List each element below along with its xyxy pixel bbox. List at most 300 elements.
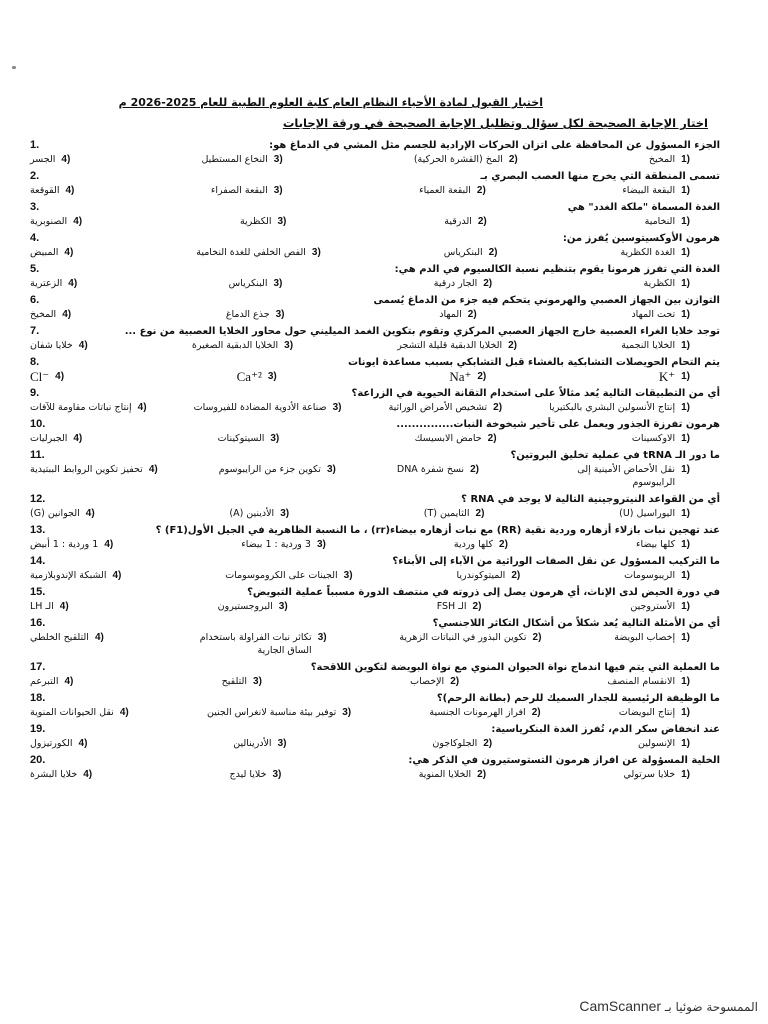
option-text: إخصاب البويضة	[614, 632, 676, 643]
question-text: هرمون الأوكسيتوسين يُفرز من:	[562, 233, 720, 244]
answer-option-3	[194, 401, 342, 414]
option-text: 1 وردية : 1 أبيض	[30, 539, 99, 550]
answer-options	[30, 215, 720, 228]
answer-option-4	[30, 432, 82, 445]
answer-option-4	[30, 184, 74, 197]
option-number: 1)	[681, 309, 690, 320]
question-text: الجزء المسؤول عن المحافظة على اتزان الحركات الإرادية للجسم مثل المشي في الدماغ هو:	[269, 140, 720, 151]
answer-options	[30, 308, 720, 321]
option-text: البقعة البيضاء	[622, 185, 676, 196]
answer-option-2	[414, 153, 518, 166]
option-text: تحت المهاد	[631, 309, 676, 320]
option-number: 4)	[94, 632, 104, 643]
question-text: الخلية المسؤولة عن افراز هرمون التستوستيرون في الذكر هي:	[408, 755, 720, 766]
question-number: 8.	[30, 356, 40, 368]
question-number: 10.	[30, 418, 46, 430]
question-item	[30, 585, 720, 613]
answer-option-3	[233, 737, 286, 750]
answer-option-1	[549, 401, 690, 414]
option-text: الاوكسينات	[631, 433, 676, 444]
answer-option-3	[211, 184, 283, 197]
answer-option-3	[222, 675, 262, 688]
question-number: 16.	[30, 617, 46, 629]
option-number: 1)	[681, 185, 690, 196]
question-stem	[30, 324, 720, 339]
option-text: تكوين جزء من الرايبوسوم	[218, 464, 321, 475]
option-text: القوقعة	[30, 185, 60, 196]
option-text: الخلايا الدبقية قليلة التشجر	[397, 340, 503, 351]
option-text: البنكرياس	[443, 247, 483, 258]
answer-options	[30, 538, 720, 551]
option-text: الجسر	[30, 154, 56, 165]
option-text: إنتاج البويضات	[618, 707, 676, 718]
option-number: 2)	[532, 632, 542, 643]
option-number: 2)	[487, 433, 497, 444]
option-number: 1)	[681, 433, 690, 444]
answer-options	[30, 370, 720, 383]
option-text: النخاع المستطيل	[201, 154, 268, 165]
option-number: 1)	[681, 402, 690, 413]
option-number: 1)	[681, 601, 690, 612]
option-text: خلايا البشرة	[30, 769, 78, 780]
answer-option-1	[614, 631, 690, 657]
answer-option-4	[30, 339, 88, 352]
question-text: في دورة الحيض لدى الإناث، أي هرمون يصل إلى ذروته في منتصف الدورة مسبباً عملية التبويض؟	[247, 587, 720, 598]
option-number: 3)	[284, 340, 294, 351]
option-number: 4)	[85, 508, 95, 519]
option-text: الانقسام المنصف	[607, 676, 676, 687]
option-number: 2)	[499, 539, 508, 550]
question-number: 2.	[30, 170, 40, 182]
question-stem	[30, 492, 720, 507]
question-number: 11.	[30, 449, 45, 461]
question-stem	[30, 169, 720, 184]
option-number: 3)	[342, 707, 352, 718]
option-text: افراز الهرمونات الجنسية	[429, 707, 526, 718]
answer-option-3	[229, 277, 283, 290]
option-text: خلايا سرتولي	[623, 769, 676, 780]
question-number: 17.	[30, 661, 46, 673]
question-number: 13.	[30, 524, 46, 536]
option-number: 3)	[280, 508, 290, 519]
question-text: ما العملية التي يتم فيها اندماج نواة الحيوان المنوي مع نواة البويضة لتكوين اللاقحة؟	[310, 662, 720, 673]
option-text: نقل الأحماض الأمينية إلى الرايبوسوم	[577, 464, 676, 488]
question-stem	[30, 262, 720, 277]
question-number: 6.	[30, 294, 40, 306]
option-text: الإنسولين	[638, 738, 676, 749]
option-text: السيتوكينات	[217, 433, 265, 444]
option-text: الـ LH	[30, 601, 54, 612]
answer-option-2	[415, 432, 497, 445]
option-number: 3)	[278, 601, 288, 612]
option-number: 1)	[681, 464, 690, 475]
answer-option-2	[410, 675, 459, 688]
answer-option-1	[607, 675, 690, 688]
question-text: أي من التطبيقات التالية يُعد مثالاً على استخدام التقانة الحيوية في الزراعة؟	[351, 388, 720, 399]
option-number: 2)	[470, 464, 479, 475]
question-item	[30, 200, 720, 228]
option-number: 4)	[64, 247, 74, 258]
answer-options	[30, 631, 720, 657]
option-number: 3)	[253, 676, 262, 687]
option-number: 4)	[73, 433, 83, 444]
answer-options	[30, 569, 720, 582]
answer-option-4	[30, 153, 70, 166]
option-number: 2)	[508, 154, 518, 165]
answer-option-2	[399, 631, 541, 657]
question-stem	[30, 554, 720, 569]
option-text: تشخيص الأمراض الوراثية	[388, 402, 488, 413]
option-number: 3)	[311, 247, 321, 258]
option-text: المهاد	[439, 309, 462, 320]
answer-options	[30, 737, 720, 750]
answer-option-1	[631, 308, 690, 321]
option-text: تكوين البذور في النباتات الزهرية	[399, 632, 527, 643]
option-number: 2)	[508, 340, 518, 351]
answer-option-2	[454, 538, 508, 551]
answer-option-2	[397, 463, 479, 489]
answer-option-3	[225, 569, 352, 582]
option-number: 2)	[531, 707, 541, 718]
answer-option-4	[30, 308, 71, 321]
question-stem	[30, 660, 720, 675]
answer-option-3	[241, 538, 326, 551]
option-number: 2)	[450, 676, 460, 687]
option-text: نقل الحيوانات المنوية	[30, 707, 114, 718]
option-number: 4)	[112, 570, 122, 581]
answer-option-3	[237, 370, 277, 383]
answer-option-1	[624, 569, 690, 582]
answer-option-1	[619, 706, 690, 719]
option-text: كلها وردية	[453, 539, 494, 550]
question-item	[30, 417, 720, 445]
option-text: الغدة الكظرية	[620, 247, 676, 258]
option-text: الجلوكاجون	[432, 738, 478, 749]
option-text: الـ FSH	[436, 601, 467, 612]
option-text: التلقيح الخلطي	[30, 632, 89, 643]
answer-options	[30, 277, 720, 290]
answer-option-4	[30, 463, 158, 489]
question-item	[30, 523, 720, 551]
question-stem	[30, 448, 720, 463]
option-text: إنتاج الأنسولين البشري بالبكتيريا	[549, 402, 676, 413]
question-number: 4.	[30, 232, 40, 244]
answer-option-2	[424, 507, 485, 520]
answer-option-3	[218, 600, 288, 613]
option-text: التبرعم	[30, 676, 59, 687]
question-stem	[30, 138, 720, 153]
option-text: الأدرينالين	[233, 738, 272, 749]
option-text: اليوراسيل (U)	[619, 508, 676, 519]
answer-option-2	[397, 339, 517, 352]
option-text: الكظرية	[239, 216, 272, 227]
option-text: Ca⁺²	[236, 369, 262, 384]
option-number: 4)	[62, 309, 72, 320]
question-item	[30, 691, 720, 719]
option-text: البروجستيرون	[217, 601, 273, 612]
question-item	[30, 231, 720, 259]
answer-options	[30, 432, 720, 445]
option-text: الإخصاب	[410, 676, 445, 687]
answer-option-3	[177, 631, 327, 657]
option-text: الجينات على الكروموسومات	[225, 570, 338, 581]
question-text: ما دور الـ tRNA في عملية تخليق البروتين؟	[510, 450, 720, 461]
question-text: أي من القواعد النيتروجينية التالية لا يوجد في RNA ؟	[461, 494, 720, 505]
option-number: 2)	[511, 570, 521, 581]
option-number: 2)	[483, 278, 493, 289]
question-text: أي من الأمثلة التالية يُعد شكلاً من أشكال التكاثر اللاجنسي؟	[432, 618, 720, 629]
question-text: الغدة التي تفرز هرمونا يقوم بتنظيم نسبة الكالسيوم في الدم هي:	[394, 264, 720, 275]
option-text: جذع الدماغ	[225, 309, 270, 320]
option-number: 4)	[83, 769, 93, 780]
option-number: 1)	[681, 632, 690, 643]
question-text: عند تهجين نبات بازلاء أزهاره وردية نقية (RR) مع نبات أزهاره بيضاء(rr) ، ما النسبة الظاهرية في الجيل الأول(F1) ؟	[155, 525, 720, 536]
option-text: صناعة الأدوية المضادة للفيروسات	[193, 402, 327, 413]
answer-option-1	[636, 538, 690, 551]
answer-option-4	[30, 768, 92, 781]
option-number: 3)	[326, 464, 336, 475]
option-text: نسخ شفرة DNA	[396, 464, 465, 475]
question-stem	[30, 200, 720, 215]
option-number: 2)	[493, 402, 503, 413]
option-text: المبيض	[30, 247, 59, 258]
option-text: الميتوكوندريا	[456, 570, 506, 581]
answer-option-3	[226, 308, 285, 321]
question-text: ما الوظيفة الرئيسية للجدار السميك للرحم (بطانة الرحم)؟	[436, 693, 720, 704]
question-stem	[30, 691, 720, 706]
answer-option-4	[30, 370, 64, 383]
option-text: الريبوسومات	[624, 570, 676, 581]
answer-option-3	[218, 432, 280, 445]
answer-options	[30, 463, 720, 489]
answer-options	[30, 706, 720, 719]
option-number: 1)	[681, 738, 690, 749]
answer-options	[30, 768, 720, 781]
question-text: هرمون تفرزة الجذور ويعمل على تأخير شيخوخة النبات...............	[396, 419, 720, 430]
option-text: الصنوبرية	[30, 216, 68, 227]
answer-option-1	[620, 246, 690, 259]
option-text: حامض الابسيسك	[414, 433, 482, 444]
option-number: 2)	[477, 371, 487, 382]
question-item	[30, 293, 720, 321]
option-number: 1)	[681, 570, 690, 581]
option-text: إنتاج نباتات مقاومة للآفات	[30, 402, 132, 413]
option-text: خلايا شفان	[30, 340, 73, 351]
answer-option-2	[456, 569, 520, 582]
answer-options	[30, 153, 720, 166]
answer-options	[30, 401, 720, 414]
question-number: 7.	[30, 325, 40, 337]
answer-option-2	[389, 401, 503, 414]
question-number: 5.	[30, 263, 40, 275]
question-stem	[30, 722, 720, 737]
watermark-brand: CamScanner	[579, 998, 662, 1014]
question-item	[30, 616, 720, 657]
option-number: 4)	[104, 539, 114, 550]
option-text: الثايمين (T)	[423, 508, 470, 519]
option-text: الجبرليات	[30, 433, 68, 444]
option-number: 3)	[332, 402, 342, 413]
answer-option-4	[30, 569, 121, 582]
option-number: 1)	[681, 278, 690, 289]
option-number: 3)	[275, 309, 285, 320]
question-text: ما التركيب المسؤول عن نقل الصفات الوراثية من الآباء إلى الأبناء؟	[392, 556, 720, 567]
page-title: اختبار القبول لمادة الأحياء النظام العام كلية العلوم الطبية للعام 2025-2026 م	[118, 96, 543, 109]
answer-option-4	[30, 215, 82, 228]
option-number: 1)	[681, 769, 690, 780]
answer-option-3	[240, 215, 286, 228]
answer-option-1	[659, 370, 690, 383]
question-text: يتم التحام الحويصلات التشابكية بالغشاء قبل التشابكي بسبب مساعدة ايونات	[347, 357, 720, 368]
answer-option-2	[449, 370, 486, 383]
option-number: 2)	[467, 309, 477, 320]
answer-option-3	[201, 153, 282, 166]
option-text: الخلايا المنوية	[418, 769, 472, 780]
answer-options	[30, 246, 720, 259]
answer-option-1	[621, 339, 690, 352]
question-text: تسمى المنطقة التي يخرج منها العصب البصري بـ	[480, 171, 720, 182]
answer-option-3	[196, 246, 321, 259]
option-text: الزعترية	[30, 278, 63, 289]
answer-option-4	[30, 600, 69, 613]
option-number: 1)	[681, 216, 690, 227]
question-stem	[30, 585, 720, 600]
question-stem	[30, 386, 720, 401]
option-text: تكاثر نبات الفراولة باستخدام الساق الجارية	[199, 632, 312, 656]
option-number: 2)	[477, 216, 487, 227]
option-text: الدرقية	[444, 216, 472, 227]
option-number: 3)	[272, 769, 282, 780]
answer-option-1	[540, 463, 690, 489]
question-item	[30, 262, 720, 290]
question-item	[30, 554, 720, 582]
option-number: 3)	[273, 278, 283, 289]
option-number: 2)	[477, 769, 487, 780]
answer-option-4	[30, 507, 95, 520]
option-text: البقعة الصفراء	[210, 185, 268, 196]
option-number: 2)	[483, 738, 493, 749]
option-text: المخيخ	[30, 309, 57, 320]
page-instructions: اختار الإجابة الصحيحة لكل سؤال وتظليل الإجابة الصحيحة في ورقة الإجابات	[282, 116, 708, 130]
answer-option-2	[437, 600, 482, 613]
question-text: توجد خلايا الغراء العصبية خارج الجهاز العصبي المركزي وتقوم بتكوين الغمد الميليني حول محاور الخلايا العصبية من نوع ...	[124, 326, 720, 337]
answer-option-1	[632, 432, 690, 445]
option-text: الخلايا الدبقية الصغيرة	[191, 340, 279, 351]
option-number: 3)	[273, 154, 283, 165]
question-item	[30, 753, 720, 781]
option-text: خلايا ليدج	[229, 769, 267, 780]
question-number: 15.	[30, 586, 46, 598]
question-item	[30, 169, 720, 197]
option-number: 4)	[59, 601, 69, 612]
answer-option-1	[630, 600, 690, 613]
option-number: 2)	[475, 508, 485, 519]
question-item	[30, 492, 720, 520]
option-text: توفير بيئة مناسبة لانغراس الجنين	[206, 707, 337, 718]
question-number: 3.	[30, 201, 40, 213]
option-number: 4)	[137, 402, 147, 413]
answer-option-2	[419, 184, 486, 197]
questions-list	[30, 138, 720, 784]
answer-option-4	[30, 737, 87, 750]
answer-option-2	[432, 737, 492, 750]
watermark-label: الممسوحة ضوئيا بـ	[664, 1000, 758, 1014]
answer-option-4	[30, 538, 113, 551]
question-number: 20.	[30, 754, 46, 766]
option-text: Na⁺	[449, 369, 472, 384]
option-number: 1)	[681, 371, 690, 382]
option-number: 4)	[119, 707, 129, 718]
answer-options	[30, 339, 720, 352]
answer-options	[30, 507, 720, 520]
answer-option-4	[30, 675, 73, 688]
option-number: 3)	[316, 539, 326, 550]
question-text: التوازن بين الجهاز العصبي والهرموني يتحكم فيه جزء من الدماغ يُسمى	[373, 295, 720, 306]
scan-speck	[12, 66, 16, 69]
question-number: 12.	[30, 493, 46, 505]
option-text: K⁺	[658, 369, 676, 384]
option-text: الأدينين (A)	[229, 508, 275, 519]
question-stem	[30, 523, 720, 538]
option-number: 4)	[78, 340, 88, 351]
question-stem	[30, 293, 720, 308]
question-text: الغدة المسماة "ملكة الغدد" هي	[567, 202, 720, 213]
option-text: البنكرياس	[228, 278, 268, 289]
option-number: 3)	[343, 570, 353, 581]
answer-option-4	[30, 401, 147, 414]
answer-option-2	[434, 277, 492, 290]
answer-option-3	[229, 507, 289, 520]
answer-options	[30, 675, 720, 688]
answer-option-2	[419, 768, 486, 781]
answer-option-2	[439, 308, 476, 321]
option-number: 3)	[277, 216, 287, 227]
answer-option-1	[622, 184, 690, 197]
answer-option-1	[644, 277, 690, 290]
option-number: 4)	[148, 464, 158, 475]
answer-option-4	[30, 277, 77, 290]
answer-option-4	[30, 706, 129, 719]
option-number: 2)	[488, 247, 498, 258]
option-text: المخ (القشرة الحركية)	[413, 154, 503, 165]
answer-option-4	[30, 246, 73, 259]
question-number: 19.	[30, 723, 46, 735]
question-number: 14.	[30, 555, 46, 567]
option-number: 3)	[273, 185, 283, 196]
option-text: الجار درقية	[433, 278, 478, 289]
answer-option-2	[429, 706, 540, 719]
question-item	[30, 324, 720, 352]
answer-options	[30, 184, 720, 197]
option-number: 1)	[681, 154, 690, 165]
answer-option-1	[645, 215, 690, 228]
option-text: الخلايا النجمية	[621, 340, 676, 351]
question-item	[30, 722, 720, 750]
question-item	[30, 386, 720, 414]
option-number: 2)	[472, 601, 482, 612]
option-text: التلقيح	[221, 676, 248, 687]
answer-option-3	[207, 706, 351, 719]
option-number: 4)	[64, 676, 74, 687]
question-item	[30, 355, 720, 383]
question-stem	[30, 616, 720, 631]
answer-option-2	[444, 215, 487, 228]
option-number: 1)	[681, 539, 690, 550]
option-number: 4)	[61, 154, 71, 165]
option-text: تحفيز تكوين الروابط الببتيدية	[30, 464, 143, 475]
option-number: 4)	[68, 278, 78, 289]
question-number: 9.	[30, 387, 40, 399]
